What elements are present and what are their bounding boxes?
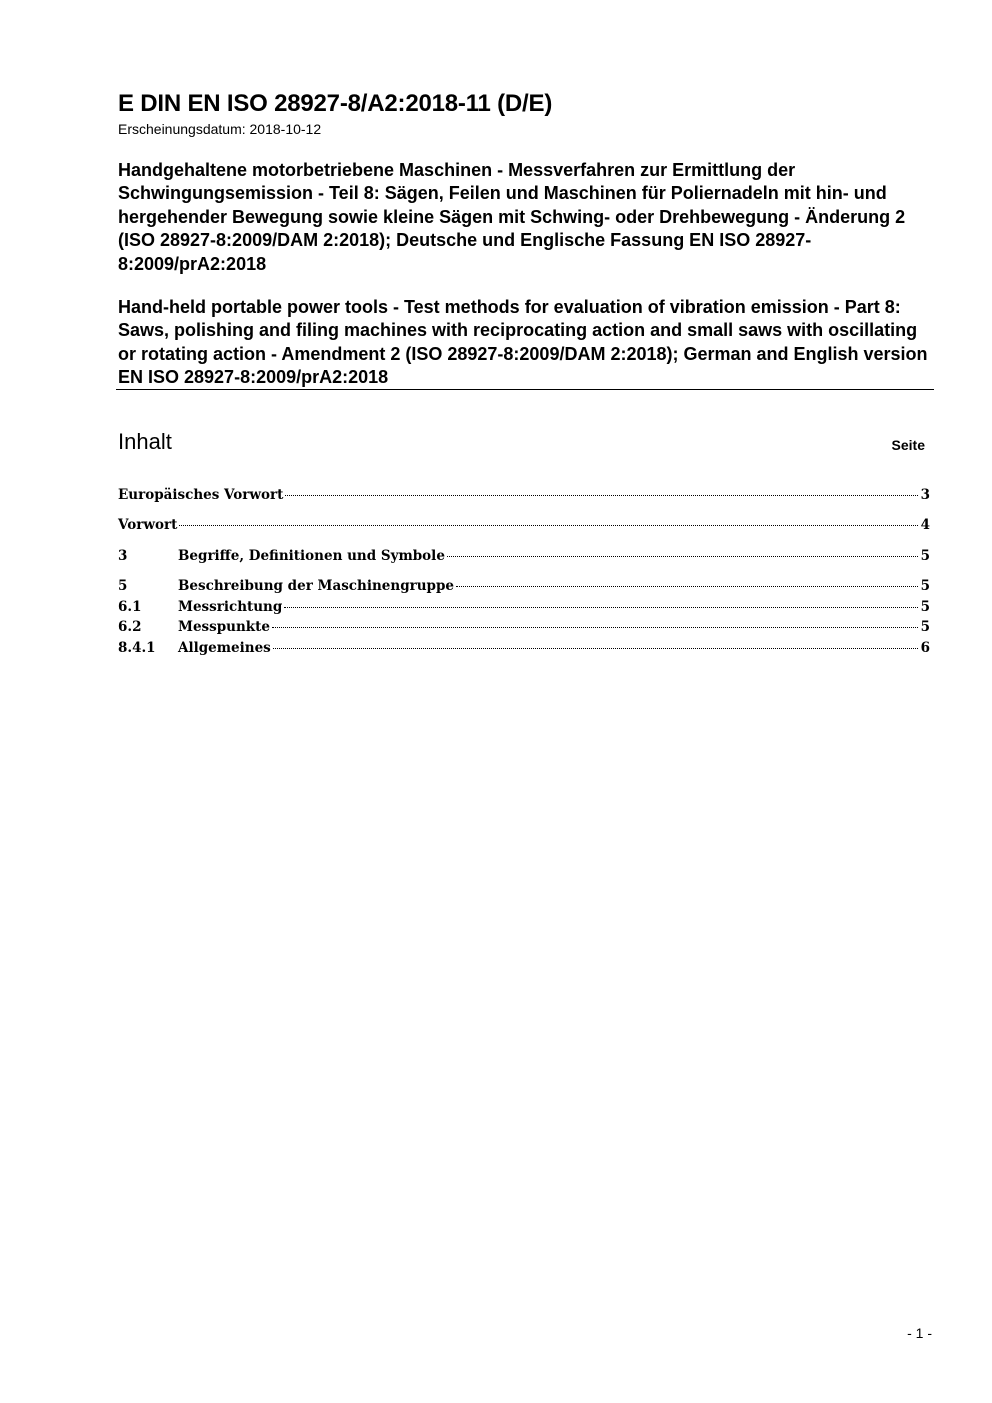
toc-entry-number: 6.2	[118, 619, 142, 635]
toc-entry-label: Beschreibung der Maschinengruppe	[178, 578, 455, 594]
toc-entry-page: 4	[920, 517, 930, 533]
toc-leader	[285, 495, 918, 496]
toc-leader	[456, 586, 918, 587]
toc-entry-page: 5	[920, 619, 930, 635]
toc-heading: Inhalt	[118, 429, 172, 454]
toc-entry-page: 3	[920, 487, 930, 503]
toc-entry-page: 5	[920, 578, 930, 594]
toc-entry-number: 5	[118, 578, 128, 594]
toc-entry-number: 6.1	[118, 599, 142, 615]
toc-page-label: Seite	[891, 437, 925, 453]
toc-entry[interactable]	[118, 640, 930, 660]
toc-entry[interactable]	[118, 517, 930, 537]
toc-entry[interactable]	[118, 619, 930, 639]
toc-entry[interactable]	[118, 578, 930, 598]
toc-entry-page: 5	[920, 548, 930, 564]
toc-entry[interactable]	[118, 548, 930, 568]
toc-leader	[447, 556, 918, 557]
title-english: Hand-held portable power tools - Test methods for evaluation of vibration emission - Part 8: Saws, polishing and filing machines with reciprocating action and small saws with oscillating or rotating action - Amendment 2 (ISO 28927-8:2009/DAM 2:2018); German and English version EN ISO 28927-8:2009/prA2:2018	[118, 297, 928, 388]
toc-leader	[273, 648, 918, 649]
toc-entry-label: Allgemeines	[178, 640, 271, 656]
document-title: E DIN EN ISO 28927-8/A2:2018-11 (D/E)	[118, 90, 553, 117]
toc-entry-label: Begriffe, Definitionen und Symbole	[178, 548, 445, 564]
publication-date: Erscheinungsdatum: 2018-10-12	[118, 121, 322, 137]
toc-entry-label: Messrichtung	[178, 599, 283, 615]
toc-entry-label: Vorwort	[118, 517, 178, 533]
toc-leader	[272, 627, 918, 628]
title-german: Handgehaltene motorbetriebene Maschinen - Messverfahren zur Ermittlung der Schwingungsemission - Teil 8: Sägen, Feilen und Maschinen für Poliernadeln mit hin- und hergehender Bewegung sowie kleine Sägen mit Schwing- oder Drehbewegung - Änderung 2 (ISO 28927-8:2009/DAM 2:2018); Deutsche und Englische Fassung EN ISO 28927-8:2009/prA2:2018	[118, 160, 906, 274]
toc-leader	[284, 607, 918, 608]
toc-entry-label: Messpunkte	[178, 619, 270, 635]
toc-entry-page: 6	[920, 640, 930, 656]
header-divider	[116, 389, 934, 390]
toc-entry-number: 3	[118, 548, 128, 564]
toc-entry[interactable]	[118, 487, 930, 507]
toc-leader	[179, 525, 918, 526]
page-number: - 1 -	[907, 1325, 932, 1341]
toc-entry[interactable]	[118, 599, 930, 619]
toc-entry-label: Europäisches Vorwort	[118, 487, 284, 503]
toc-entry-number: 8.4.1	[118, 640, 156, 656]
toc-entry-page: 5	[920, 599, 930, 615]
